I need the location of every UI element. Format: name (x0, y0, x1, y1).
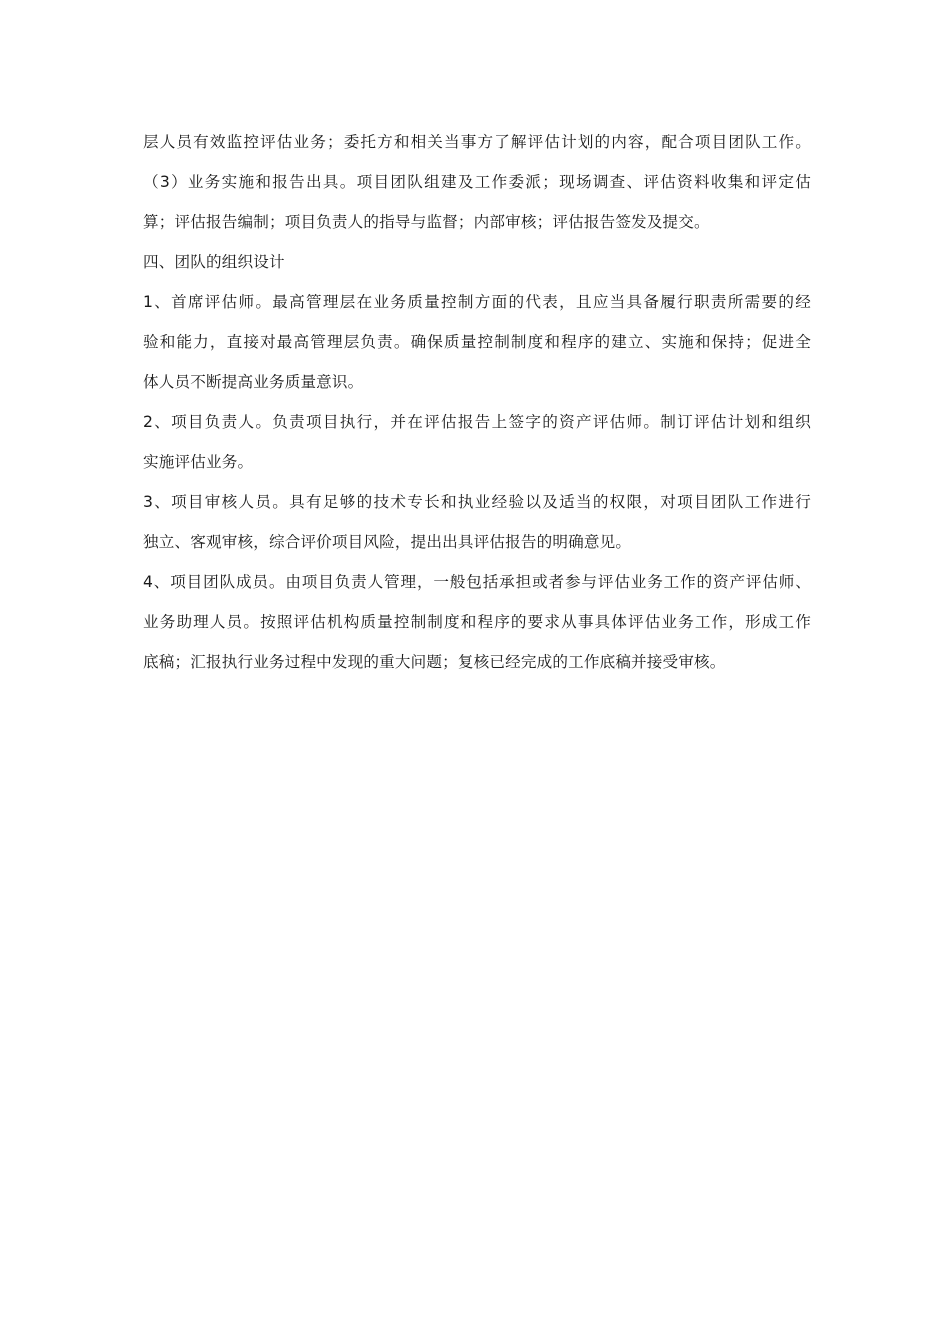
document-body (143, 126, 811, 678)
paragraph-line: 1、首席评估师。最高管理层在业务质量控制方面的代表，且应当具备履行职责所需要的经 (143, 293, 811, 311)
paragraph-line: 2、项目负责人。负责项目执行，并在评估报告上签字的资产评估师。制订评估计划和组织 (143, 413, 811, 431)
paragraph-line: 验和能力，直接对最高管理层负责。确保质量控制制度和程序的建立、实施和保持；促进全 (143, 333, 811, 351)
paragraph-line: （3）业务实施和报告出具。项目团队组建及工作委派；现场调查、评估资料收集和评定估 (143, 173, 811, 191)
paragraph-line: 底稿；汇报执行业务过程中发现的重大问题；复核已经完成的工作底稿并接受审核。 (143, 653, 726, 671)
paragraph-line: 体人员不断提高业务质量意识。 (143, 373, 364, 391)
paragraph-line: 业务助理人员。按照评估机构质量控制制度和程序的要求从事具体评估业务工作，形成工作 (143, 613, 811, 631)
paragraph-line: 实施评估业务。 (143, 453, 254, 471)
paragraph-line: 独立、客观审核，综合评价项目风险，提出出具评估报告的明确意见。 (143, 533, 632, 551)
paragraph-line: 算；评估报告编制；项目负责人的指导与监督；内部审核；评估报告签发及提交。 (143, 213, 710, 231)
paragraph-line: 3、项目审核人员。具有足够的技术专长和执业经验以及适当的权限，对项目团队工作进行 (143, 493, 811, 511)
paragraph-line: 4、项目团队成员。由项目负责人管理，一般包括承担或者参与评估业务工作的资产评估师、 (143, 573, 811, 591)
paragraph-line: 层人员有效监控评估业务；委托方和相关当事方了解评估计划的内容，配合项目团队工作。 (143, 133, 811, 151)
section-heading: 四、团队的组织设计 (143, 253, 285, 271)
